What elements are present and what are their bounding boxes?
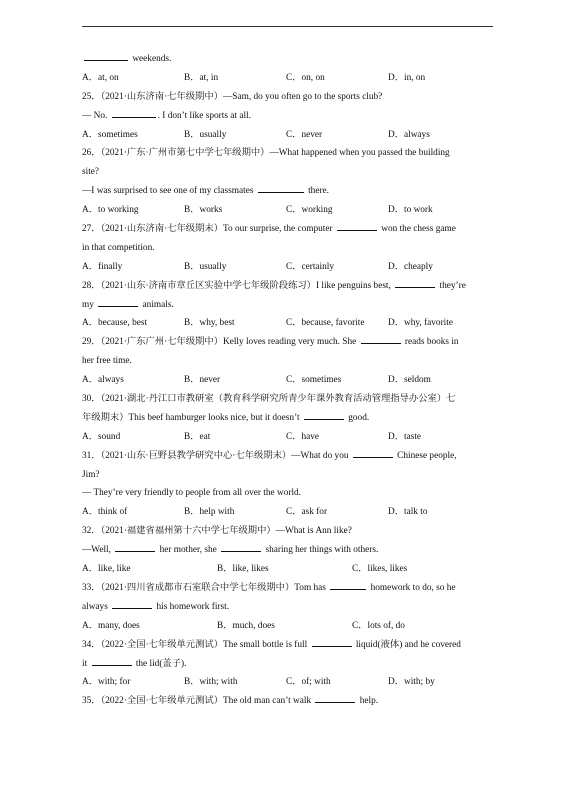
answer-blank[interactable] (315, 693, 355, 703)
q34-options (82, 673, 494, 692)
q28-options (82, 314, 494, 333)
option-d[interactable]: D．to work (388, 205, 433, 216)
answer-blank[interactable] (353, 448, 393, 458)
q24-stem: weekends. (82, 50, 494, 69)
q33-stem-cont: always his homework first. (82, 598, 494, 617)
answer-blank[interactable] (98, 297, 138, 307)
q35-stem: 35．（2022·全国·七年级单元测试）The old man can’t walk help. (82, 692, 494, 711)
q32-stem: 32．（2021·福建省福州第十六中学七年级期中）—What is Ann like? (82, 526, 352, 537)
option-d[interactable]: D．with; by (388, 677, 435, 688)
option-c[interactable]: C．because, favorite (286, 318, 365, 329)
option-a[interactable]: A．think of (82, 507, 128, 518)
option-d[interactable]: D．always (388, 129, 430, 140)
option-b[interactable]: B．eat (184, 431, 211, 442)
option-a[interactable]: A．at, on (82, 72, 119, 83)
option-b[interactable]: B．usually (184, 129, 227, 140)
q25-response: — No. . I don’t like sports at all. (82, 107, 494, 126)
q31-options (82, 503, 494, 522)
option-c[interactable]: C．on, on (286, 72, 325, 83)
q25-stem: 25．（2021·山东济南·七年级期中）—Sam, do you often go to the sports club? (82, 91, 383, 102)
option-c[interactable]: C．have (286, 431, 320, 442)
answer-blank[interactable] (115, 542, 155, 552)
option-a[interactable]: A．with; for (82, 677, 131, 688)
option-a[interactable]: A．like, like (82, 564, 131, 575)
q24-options (82, 69, 494, 88)
q33-stem: 33．（2021·四川省成都市石室联合中学七年级期中）Tom has homework to do, so he (82, 579, 494, 598)
option-c[interactable]: C．ask for (286, 507, 328, 518)
option-d[interactable]: D．in, on (388, 72, 426, 83)
option-d[interactable]: D．why, favorite (388, 318, 453, 329)
option-a[interactable]: A．sometimes (82, 129, 138, 140)
q29-stem-cont: her free time. (82, 356, 132, 367)
answer-blank[interactable] (84, 51, 128, 61)
q33-options (82, 617, 494, 636)
option-d[interactable]: D．talk to (388, 507, 428, 518)
option-c[interactable]: C．sometimes (286, 375, 342, 386)
option-d[interactable]: D．cheaply (388, 261, 433, 272)
question-list (82, 50, 494, 711)
option-a[interactable]: A．always (82, 375, 124, 386)
option-c[interactable]: C．never (286, 129, 323, 140)
option-c[interactable]: C．of; with (286, 677, 331, 688)
option-a[interactable]: A．many, does (82, 620, 140, 631)
q26-response: —I was surprised to see one of my classmates there. (82, 182, 494, 201)
q31-stem: 31．（2021·山东·巨野县教学研究中心·七年级期末）—What do you Chinese people, (82, 447, 494, 466)
q27-options (82, 258, 494, 277)
answer-blank[interactable] (395, 278, 435, 288)
option-b[interactable]: B．works (184, 205, 223, 216)
option-b[interactable]: B．like, likes (217, 564, 269, 575)
q28-stem-cont: my animals. (82, 296, 494, 315)
q25-options (82, 126, 494, 145)
answer-blank[interactable] (112, 108, 156, 118)
answer-blank[interactable] (330, 580, 366, 590)
option-b[interactable]: B．help with (184, 507, 235, 518)
option-b[interactable]: B．much, does (217, 620, 275, 631)
option-c[interactable]: C．certainly (286, 261, 335, 272)
answer-blank[interactable] (312, 637, 352, 647)
q28-stem: 28．（2021·山东·济南市章丘区实验中学七年级阶段练习）I like penguins best, they’re (82, 277, 494, 296)
answer-blank[interactable] (258, 183, 304, 193)
option-c[interactable]: C．lots of, do (352, 620, 405, 631)
q34-stem-cont: it the lid(盖子). (82, 655, 494, 674)
q31-stem-cont: Jim? (82, 469, 100, 480)
q32-options (82, 560, 494, 579)
option-d[interactable]: D．taste (388, 431, 422, 442)
option-b[interactable]: B．with; with (184, 677, 238, 688)
q29-options (82, 371, 494, 390)
answer-blank[interactable] (337, 221, 377, 231)
q32-response: —Well, her mother, she sharing her things with others. (82, 541, 494, 560)
option-a[interactable]: A．to working (82, 205, 139, 216)
option-a[interactable]: A．sound (82, 431, 121, 442)
answer-blank[interactable] (112, 599, 152, 609)
q26-stem: 26．（2021·广东·广州市第七中学七年级期中）—What happened when you passed the building (82, 148, 450, 159)
q30-stem-cont: 年级期末）This beef hamburger looks nice, but it doesn’t good. (82, 409, 494, 428)
option-b[interactable]: B．at, in (184, 72, 219, 83)
option-b[interactable]: B．usually (184, 261, 227, 272)
q26-stem-cont: site? (82, 167, 100, 178)
q27-stem: 27．（2021·山东济南·七年级期末）To our surprise, the computer won the chess game (82, 220, 494, 239)
answer-blank[interactable] (92, 656, 132, 666)
option-b[interactable]: B．never (184, 375, 221, 386)
answer-blank[interactable] (304, 410, 344, 420)
answer-blank[interactable] (221, 542, 261, 552)
option-c[interactable]: C．likes, likes (352, 564, 408, 575)
q30-stem: 30．（2021·湖北·丹江口市教研室（教育科学研究所青少年课外教育活动管理指导办公室）七 (82, 394, 456, 405)
option-d[interactable]: D．seldom (388, 375, 431, 386)
q30-options (82, 428, 494, 447)
option-c[interactable]: C．working (286, 205, 333, 216)
q31-response: — They’re very friendly to people from all over the world. (82, 488, 302, 499)
q29-stem: 29．（2021·广东广州·七年级期中）Kelly loves reading very much. She reads books in (82, 333, 494, 352)
option-b[interactable]: B．why, best (184, 318, 235, 329)
answer-blank[interactable] (361, 334, 401, 344)
q26-options (82, 201, 494, 220)
q27-stem-cont: in that competition. (82, 242, 155, 253)
option-a[interactable]: A．finally (82, 261, 123, 272)
option-a[interactable]: A．because, best (82, 318, 148, 329)
header-rule (82, 26, 493, 27)
q34-stem: 34．（2022·全国·七年级单元测试）The small bottle is full liquid(液体) and he covered (82, 636, 494, 655)
